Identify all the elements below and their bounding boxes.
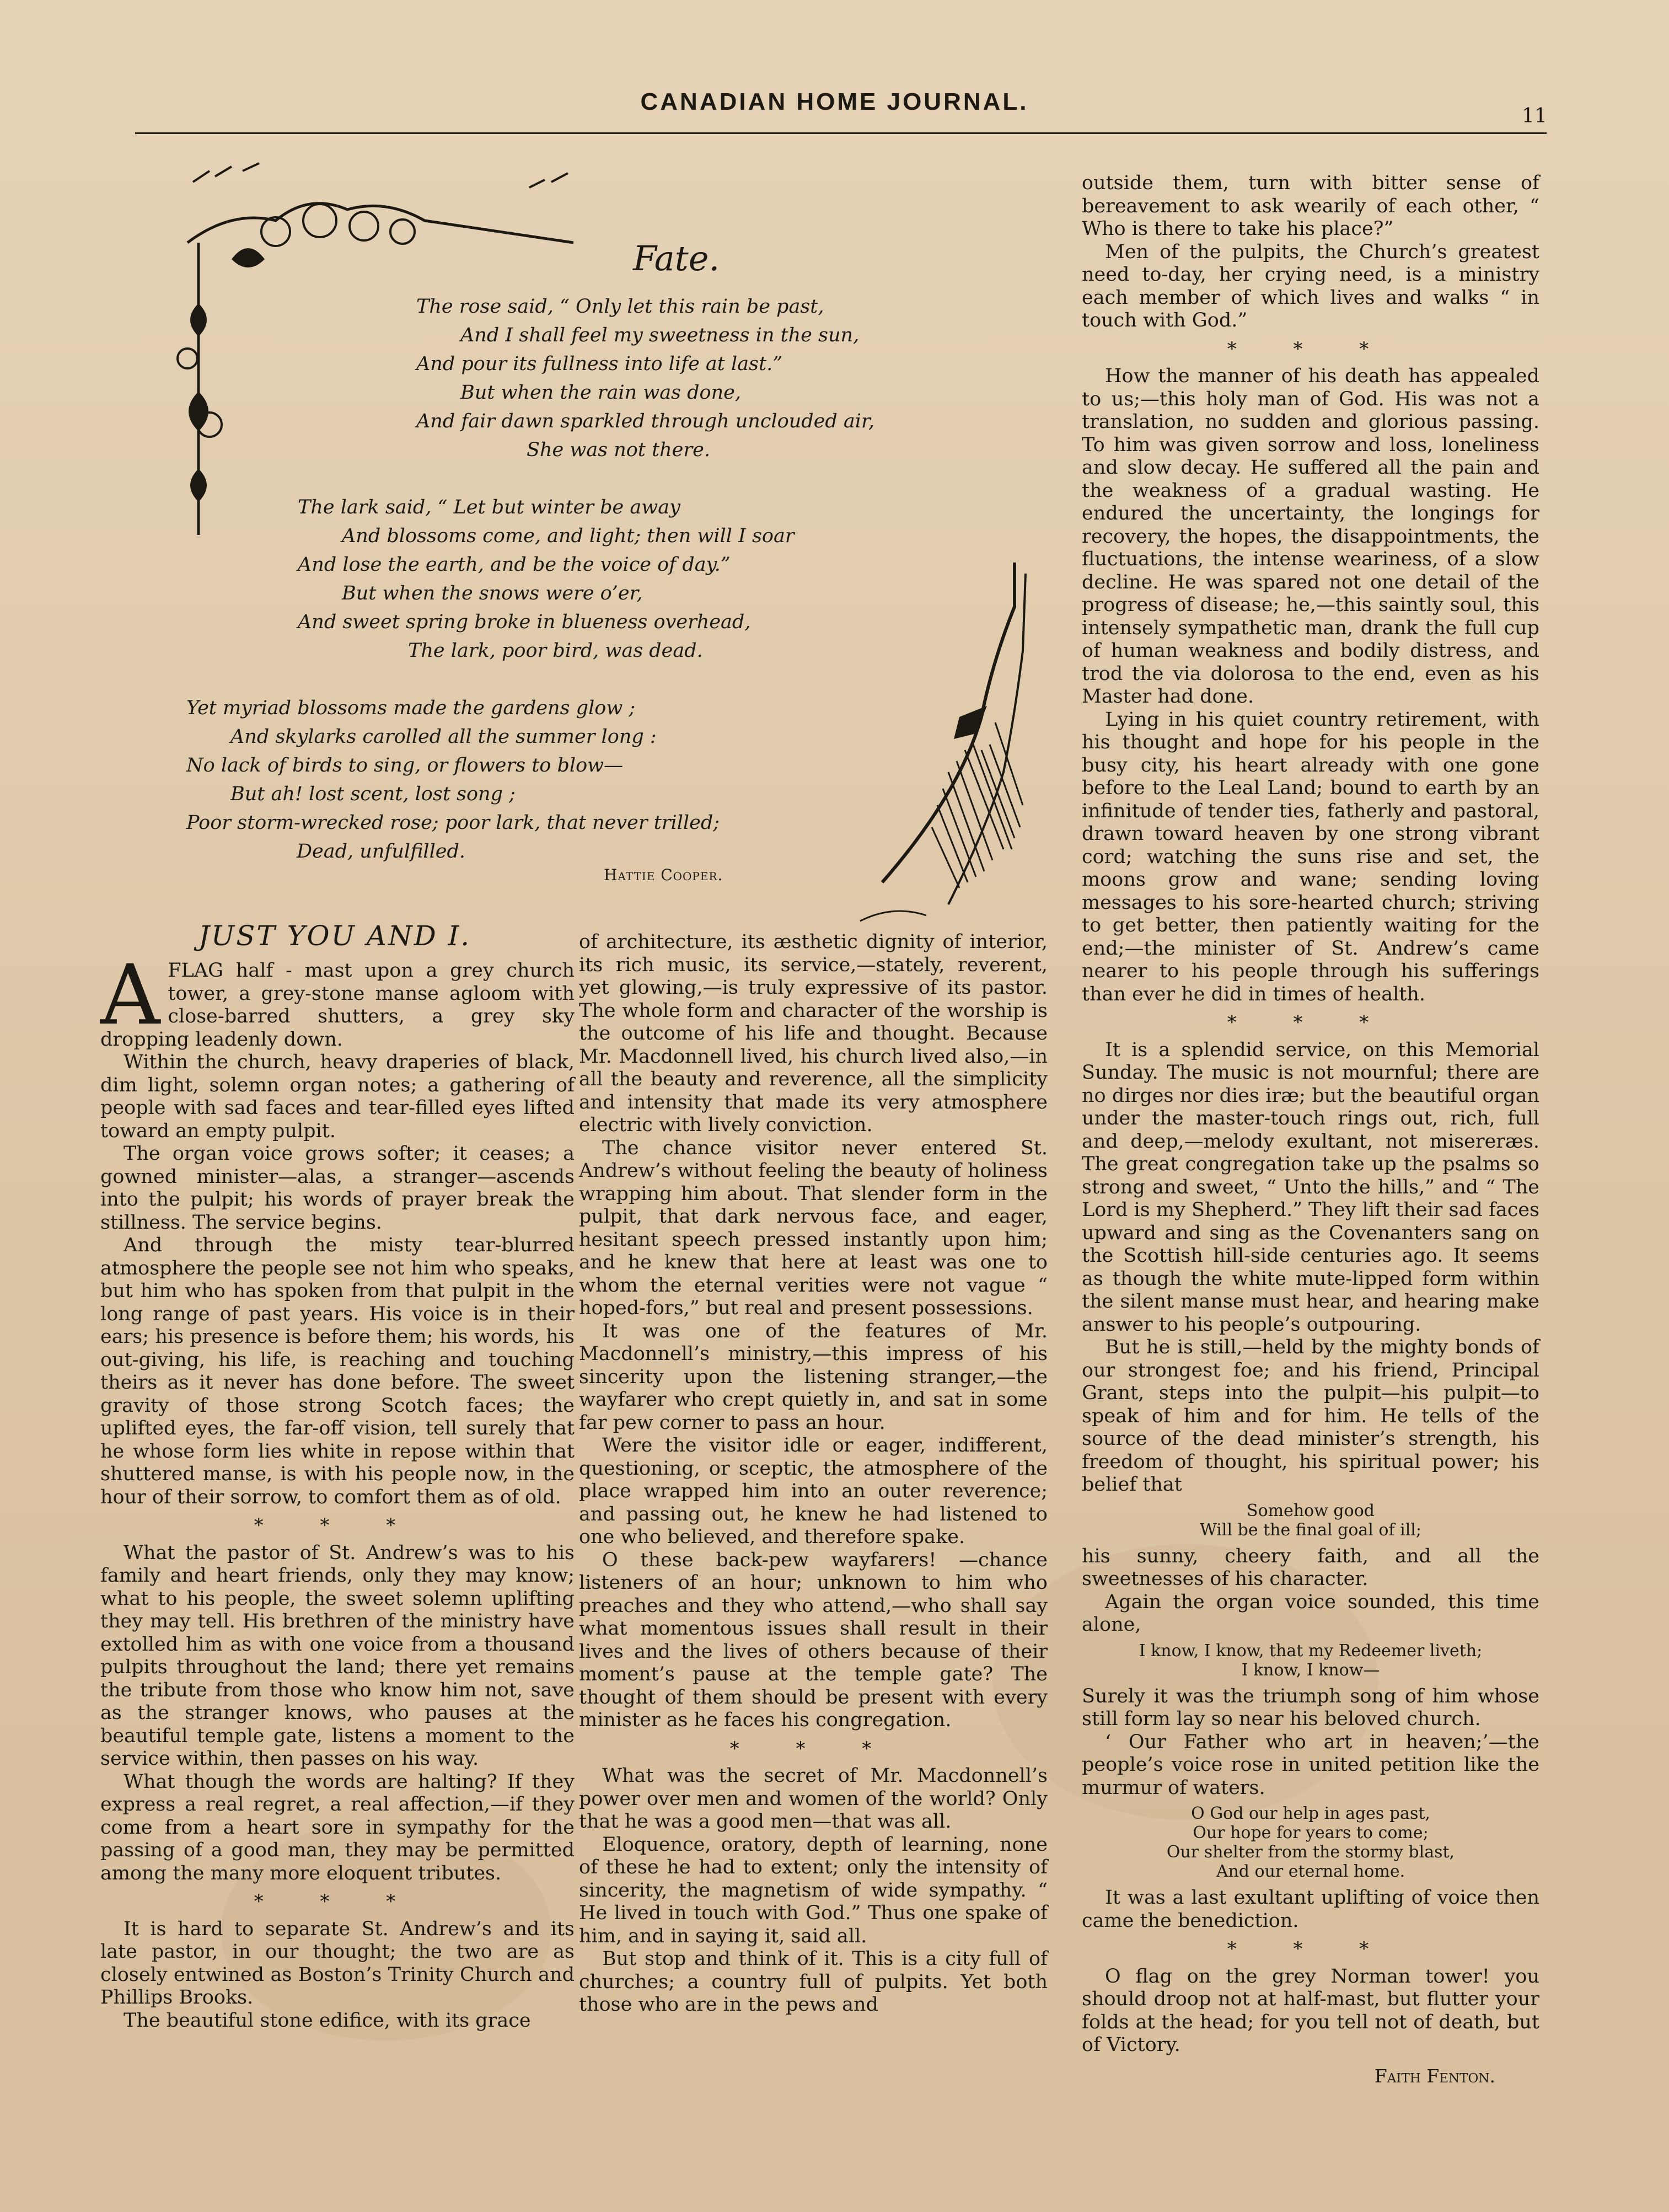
quote-line: And our eternal home. — [1216, 1862, 1405, 1881]
poem-title: Fate. — [633, 238, 720, 278]
poem-stanza — [165, 493, 827, 665]
paragraph: It was a last exultant uplifting of voice then came the benediction. — [1082, 1887, 1539, 1932]
poem-line: And sweet spring broke in blueness overhead, — [298, 611, 751, 633]
paragraph: It was one of the features of Mr. Macdonnell’s ministry,—this impress of his sincerity upon the listening stranger,—the wayfarer who crept quietly in, and sat in some far pew corner to pass an hour. — [579, 1320, 1048, 1434]
poem-line: Yet myriad blossoms made the gardens glow ; — [186, 697, 636, 719]
quote-line: I know, I know— — [1241, 1660, 1380, 1680]
poem-line: And blossoms come, and light; then will I soar — [342, 525, 795, 547]
paragraph: Again the organ voice sounded, this time alone, — [1082, 1590, 1539, 1636]
poem-stanza — [165, 694, 827, 866]
paragraph: Lying in his quiet country retirement, with his thought and hope for his people in the busy city, his heart already with one gone before to the Leal Land; bound to earth by an infinitude of tender ties, fatherly and pastoral, drawn toward heaven by one strong vibrant cord; watching the suns rise and set, the moons grow and wane; sending loving messages to his sore-hearted church; striving to get better, then patiently waiting for the end;—the minister of St. Andrew’s came nearer to his people through his sufferings than ever he did in times of health. — [1082, 708, 1539, 1005]
paragraph: It is hard to separate St. Andrew’s and its late pastor, in our thought; the two are as closely entwined as Boston’s Trinity Church and Phillips Brooks. — [100, 1918, 575, 2009]
poem-line: Dead, unfulfilled. — [297, 840, 466, 863]
poem-author: Hattie Cooper. — [604, 866, 723, 884]
poem-stanza — [165, 292, 874, 464]
article-column-3 — [1082, 172, 1539, 2087]
paragraph: What was the secret of Mr. Macdonnell’s power over men and women of the world? Only that he was a good men—that was all. — [579, 1765, 1048, 1833]
paragraph: How the manner of his death has appealed to us;—this holy man of God. His was not a translation, no sudden and glorious passing. To him was given sorrow and loss, loneliness and slow decay. He suffered all the pain and the weakness of a gradual wasting. He endured the uncertainty, the longings for recovery, the hopes, the disappointments, the fluctuations, the intense weariness, of a slow decline. He was spared not one detail of the progress of disease; he,—this saintly soul, this intensely sympathetic man, drank the full cup of human weakness and bodily distress, and trod the via dolorosa to the end, even as his Master had done. — [1082, 365, 1539, 708]
section-break: * * * — [1227, 1938, 1394, 1960]
quote-line: Will be the final goal of ill; — [1199, 1520, 1421, 1540]
paragraph: outside them, turn with bitter sense of bereavement to ask wearily of each other, “ Who is there to take his place?” — [1082, 172, 1539, 240]
header-rule — [135, 132, 1547, 134]
quote-line: Our shelter from the stormy blast, — [1166, 1843, 1455, 1862]
paragraph: his sunny, cheery faith, and all the sweetnesses of his character. — [1082, 1545, 1539, 1590]
quote-line: I know, I know, that my Redeemer liveth; — [1139, 1641, 1483, 1661]
quotation — [1082, 1501, 1539, 1540]
quotation — [1082, 1641, 1539, 1680]
poem-line: And pour its fullness into life at last.” — [416, 353, 783, 375]
poem-line: The lark, poor bird, was dead. — [408, 640, 703, 662]
poem-body — [165, 292, 874, 895]
paragraph: The beautiful stone edifice, with its grace — [124, 2009, 531, 2032]
poem-line: The rose said, “ Only let this rain be past, — [416, 296, 824, 318]
poem-line: And I shall feel my sweetness in the sun, — [460, 324, 860, 346]
paragraph: Were the visitor idle or eager, indifferent, questioning, or sceptic, the atmosphere of the place wrapped him into an outer reverence; and passing out, he knew he had listened to one who believed, and therefore spake. — [579, 1434, 1048, 1548]
paragraph: What the pastor of St. Andrew’s was to his family and heart friends, only they may know; what to his people, the sweet solemn uplifting they may tell. His brethren of the ministry have extolled him as with one voice from a thousand pulpits throughout the land; there yet remains the tribute from those who know him not, save as the stranger knows, who pauses at the beautiful temple gate, listens a moment to the service within, then passes on his way. — [100, 1541, 575, 1770]
poem-line: But ah! lost scent, lost song ; — [230, 783, 516, 805]
article-title: JUST YOU AND I. — [198, 920, 471, 952]
paragraph — [100, 947, 575, 1051]
poem-line: But when the snows were o’er, — [342, 582, 643, 604]
section-break: * * * — [1227, 338, 1394, 360]
poem-line: And lose the earth, and be the voice of day.” — [298, 554, 731, 576]
paragraph: But stop and think of it. This is a city full of churches; a country full of pulpits. Yet both those who are in the pews and — [579, 1948, 1048, 2016]
paragraph: The chance visitor never entered St. Andrew’s without feeling the beauty of holiness wrapping him about. That slender form in the pulpit, that dark nervous face, and eager, hesitant speech pressed instantly upon him; and he knew that here at least was one to whom the eternal verities were not vague “ hoped-fors,” but real and present possessions. — [579, 1137, 1048, 1319]
poem-line: No lack of birds to sing, or flowers to blow— — [186, 754, 624, 776]
paragraph: Within the church, heavy draperies of black, dim light, solemn organ notes; a gathering of people with sad faces and tear-filled eyes lifted toward an empty pulpit. — [100, 1051, 575, 1142]
article-column-2 — [579, 931, 1048, 2017]
poem-line: She was not there. — [527, 439, 710, 461]
paragraph: ‘ Our Father who art in heaven;’—the people’s voice rose in united petition like the murmur of waters. — [1082, 1731, 1539, 1799]
poem-line: And skylarks carolled all the summer long : — [230, 726, 657, 748]
section-break: * * * — [729, 1737, 897, 1760]
paragraph: of architecture, its æsthetic dignity of interior, its rich music, its service,—stately, reverent, yet glowing,—is truly expressive of its pastor. The whole form and character of the worship is the outcome of his life and thought. Because Mr. Macdonnell lived, his church lived also,—in all the beauty and reverence, all the simplicity and intensity that made its very atmosphere electric with lively conviction. — [579, 931, 1048, 1136]
paragraph-text: FLAG half - mast upon a grey church tower, a grey-stone manse agloom with close-barred shutters, a grey sky dropping leadenly down. — [100, 960, 575, 1051]
section-break: * * * — [1227, 1011, 1394, 1033]
paragraph: It is a splendid service, on this Memorial Sunday. The music is not mournful; there are no dirges nor dies iræ; but the beautiful organ under the master-touch rings out, rich, full and deep,—melody exultant, not misereræs. The great congregation take up the psalms so strong and sweet, “ Unto the hills,” and “ The Lord is my Shepherd.” They lift their sad faces upward and sing as the Covenanters sang on the Scottish hill-side centuries ago. It seems as though the white mute-lipped form within the silent manse must hear, and hearing make answer to his people’s outpouring. — [1082, 1038, 1539, 1336]
paragraph: O these back-pew wayfarers! —chance listeners of an hour; unknown to him who preaches and they who attend,—who shall say what momentous issues shall result in their lives and the lives of others because of their moment’s pause at the temple gate? The thought of them should be present with every minister as he faces his congregation. — [579, 1549, 1048, 1731]
poem-line: But when the rain was done, — [460, 382, 742, 404]
paragraph: But he is still,—held by the mighty bonds of our strongest foe; and his friend, Principal Grant, steps into the pulpit—his pulpit—to speak of him and for him. He tells of the source of the dead minister’s strength, his freedom of thought, his spiritual power; his belief that — [1082, 1336, 1539, 1496]
poem-line: Poor storm-wrecked rose; poor lark, that never trilled; — [186, 812, 720, 834]
paragraph: The organ voice grows softer; it ceases; a gowned minister—alas, a stranger—ascends into the pulpit; his words of prayer break the stillness. The service begins. — [100, 1143, 575, 1234]
poem-line: And fair dawn sparkled through unclouded air, — [416, 410, 874, 432]
paragraph: Men of the pulpits, the Church’s greatest need to-day, her crying need, is a ministry each member of which lives and walks “ in touch with God.” — [1082, 240, 1539, 331]
quotation — [1082, 1804, 1539, 1881]
journal-title: CANADIAN HOME JOURNAL. — [640, 88, 1029, 115]
quote-line: Our hope for years to come; — [1193, 1823, 1429, 1843]
paragraph: What though the words are halting? If they express a real regret, a real affection,—if they come from a heart sore in sympathy for the passing of a good man, they may be permitted among the many more eloquent tributes. — [100, 1770, 575, 1884]
article-column-1 — [100, 947, 575, 2032]
paragraph: O flag on the grey Norman tower! you should droop not at half-mast, but flutter your folds at the head; for you tell not of death, but of Victory. — [1082, 1965, 1539, 2056]
section-break: * * * — [254, 1890, 421, 1913]
paragraph: Surely it was the triumph song of him whose still form lay so near his beloved church. — [1082, 1685, 1539, 1730]
tree-illustration — [849, 540, 1037, 926]
poem-line: The lark said, “ Let but winter be away — [298, 496, 680, 518]
quote-line: O God our help in ages past, — [1191, 1804, 1430, 1823]
paragraph: Eloquence, oratory, depth of learning, none of these he had to extent; only the intensity of sincerity, the magnetism of wide sympathy. “ He lived in touch with God.” Thus one spake of him, and in saying it, said all. — [579, 1833, 1048, 1947]
quote-line: Somehow good — [1247, 1501, 1375, 1520]
article-signature: Faith Fenton. — [1374, 2065, 1495, 2087]
section-break: * * * — [254, 1514, 421, 1536]
page-number: 11 — [1522, 105, 1547, 127]
paragraph: And through the misty tear-blurred atmosphere the people see not him who speaks, but him who has spoken from that pulpit in the long range of past years. His voice is in their ears; his presence is before them; his words, his out-giving, his life, is reaching and touching theirs as it never has done before. The sweet gravity of those strong Scotch faces; the uplifted eyes, the far-off vision, tell surely that he whose form lies white in repose within that shuttered manse, is with his people now, in the hour of their sorrow, to comfort them as of old. — [100, 1234, 575, 1508]
drop-cap: A — [100, 947, 160, 1043]
